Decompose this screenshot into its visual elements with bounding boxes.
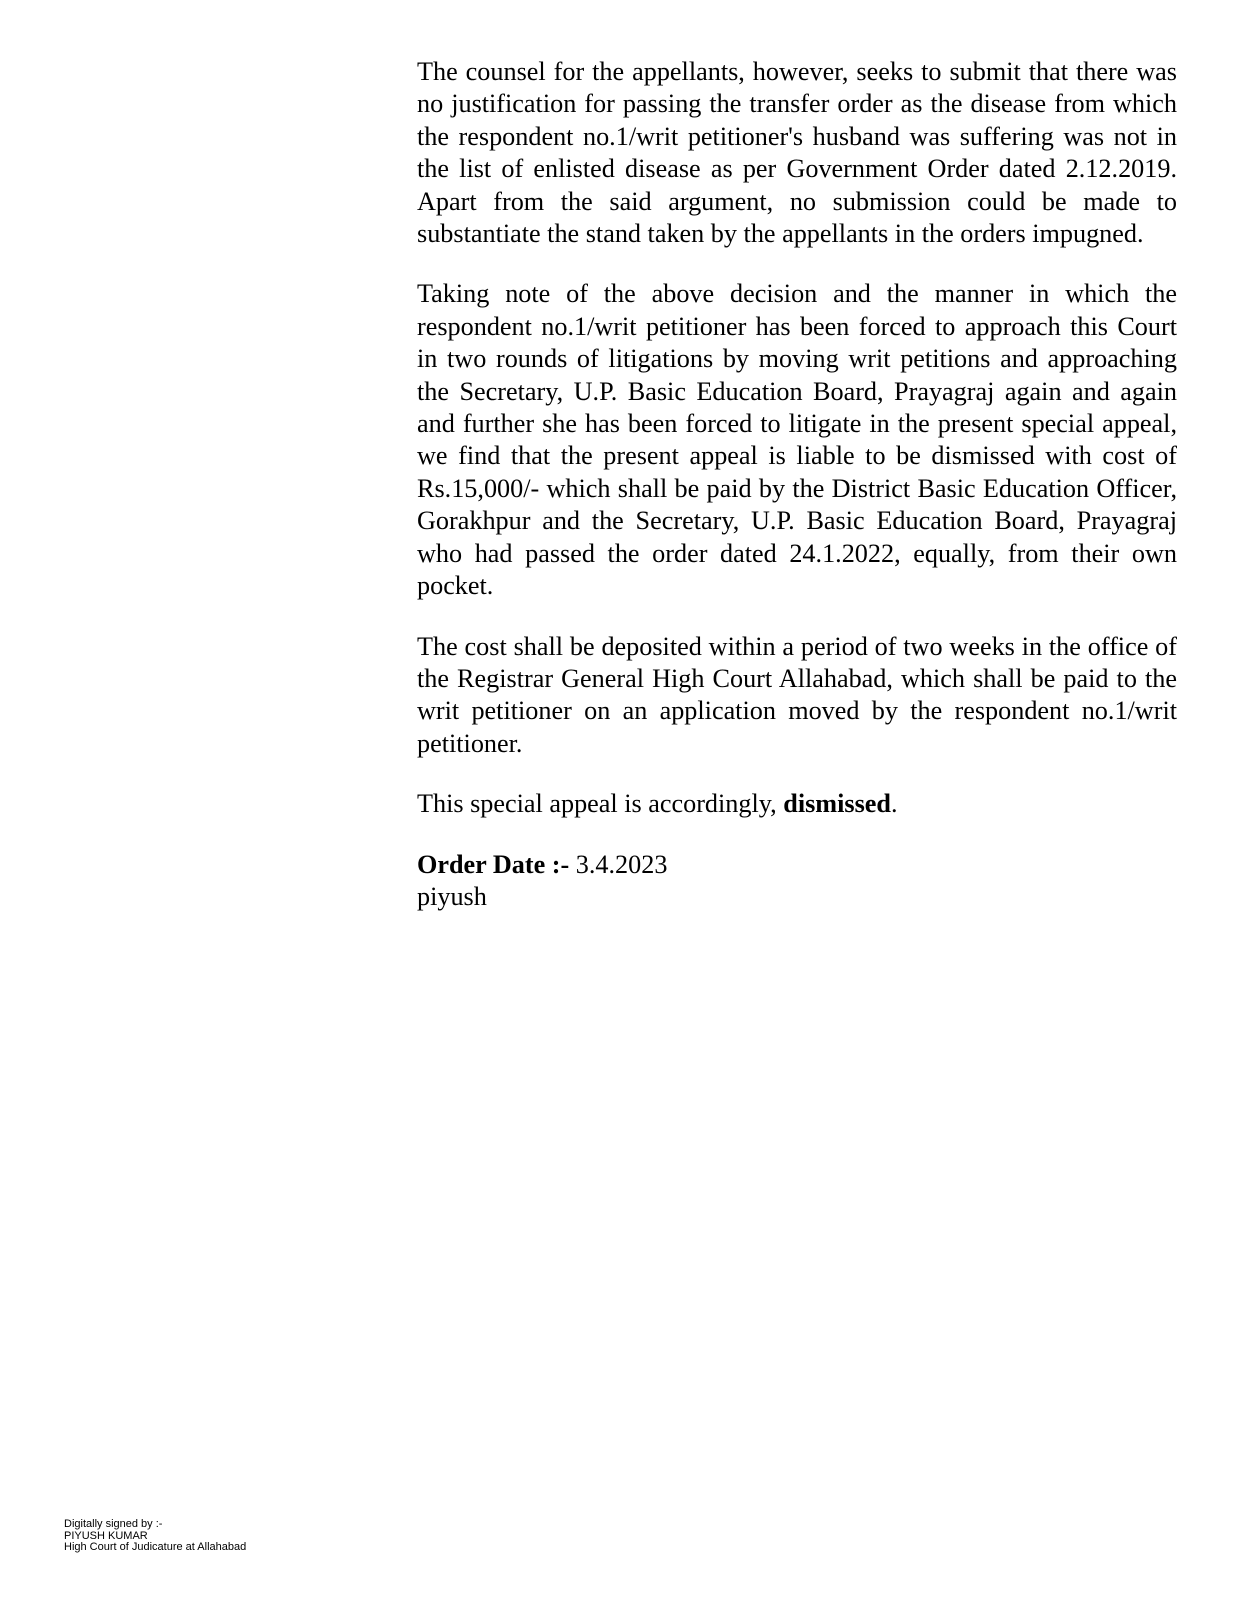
order-date-line	[417, 849, 1177, 881]
signature-court: High Court of Judicature at Allahabad	[64, 1541, 247, 1553]
signature-line-1: Digitally signed by :-	[64, 1518, 163, 1530]
digital-signature	[64, 1519, 246, 1554]
order-date-value: 3.4.2023	[569, 849, 668, 879]
order-block	[417, 849, 1177, 914]
signature-name: PIYUSH KUMAR	[64, 1529, 148, 1542]
paragraph-conclusion	[417, 788, 1177, 820]
paragraph-appellant-submission: The counsel for the appellants, however, seeks to submit that there was no justification for passing the transfer order as the disease from which the respondent no.1/writ petitioner's husband was suffering was not in the list of enlisted disease as per Government Order dated 2.12.2019. Apart from the said argument, no submission could be made to substantiate the stand taken by the appellants in the orders impugned.	[417, 57, 1177, 249]
order-date-label: Order Date :-	[417, 849, 570, 879]
conclusion-dismissed: dismissed	[783, 789, 891, 819]
order-signer: piyush	[417, 881, 487, 911]
conclusion-prefix: This special appeal is accordingly,	[417, 789, 784, 819]
paragraph-cost-deposit: The cost shall be deposited within a period of two weeks in the office of the Registrar General High Court Allahabad, which shall be paid to the writ petitioner on an application moved by the respondent no.1/writ petitioner.	[417, 631, 1177, 758]
conclusion-suffix: .	[890, 789, 898, 819]
judgment-body	[417, 56, 1177, 913]
paragraph-cost-decision: Taking note of the above decision and the manner in which the respondent no.1/writ petitioner has been forced to approach this Court in two rounds of litigations by moving writ petitions and approaching the Secretary, U.P. Basic Education Board, Prayagraj again and again and further she has been forced to litigate in the present special appeal, we find that the present appeal is liable to be dismissed with cost of Rs.15,000/- which shall be paid by the District Basic Education Officer, Gorakhpur and the Secretary, U.P. Basic Education Board, Prayagraj who had passed the order dated 24.1.2022, equally, from their own pocket.	[417, 279, 1177, 601]
